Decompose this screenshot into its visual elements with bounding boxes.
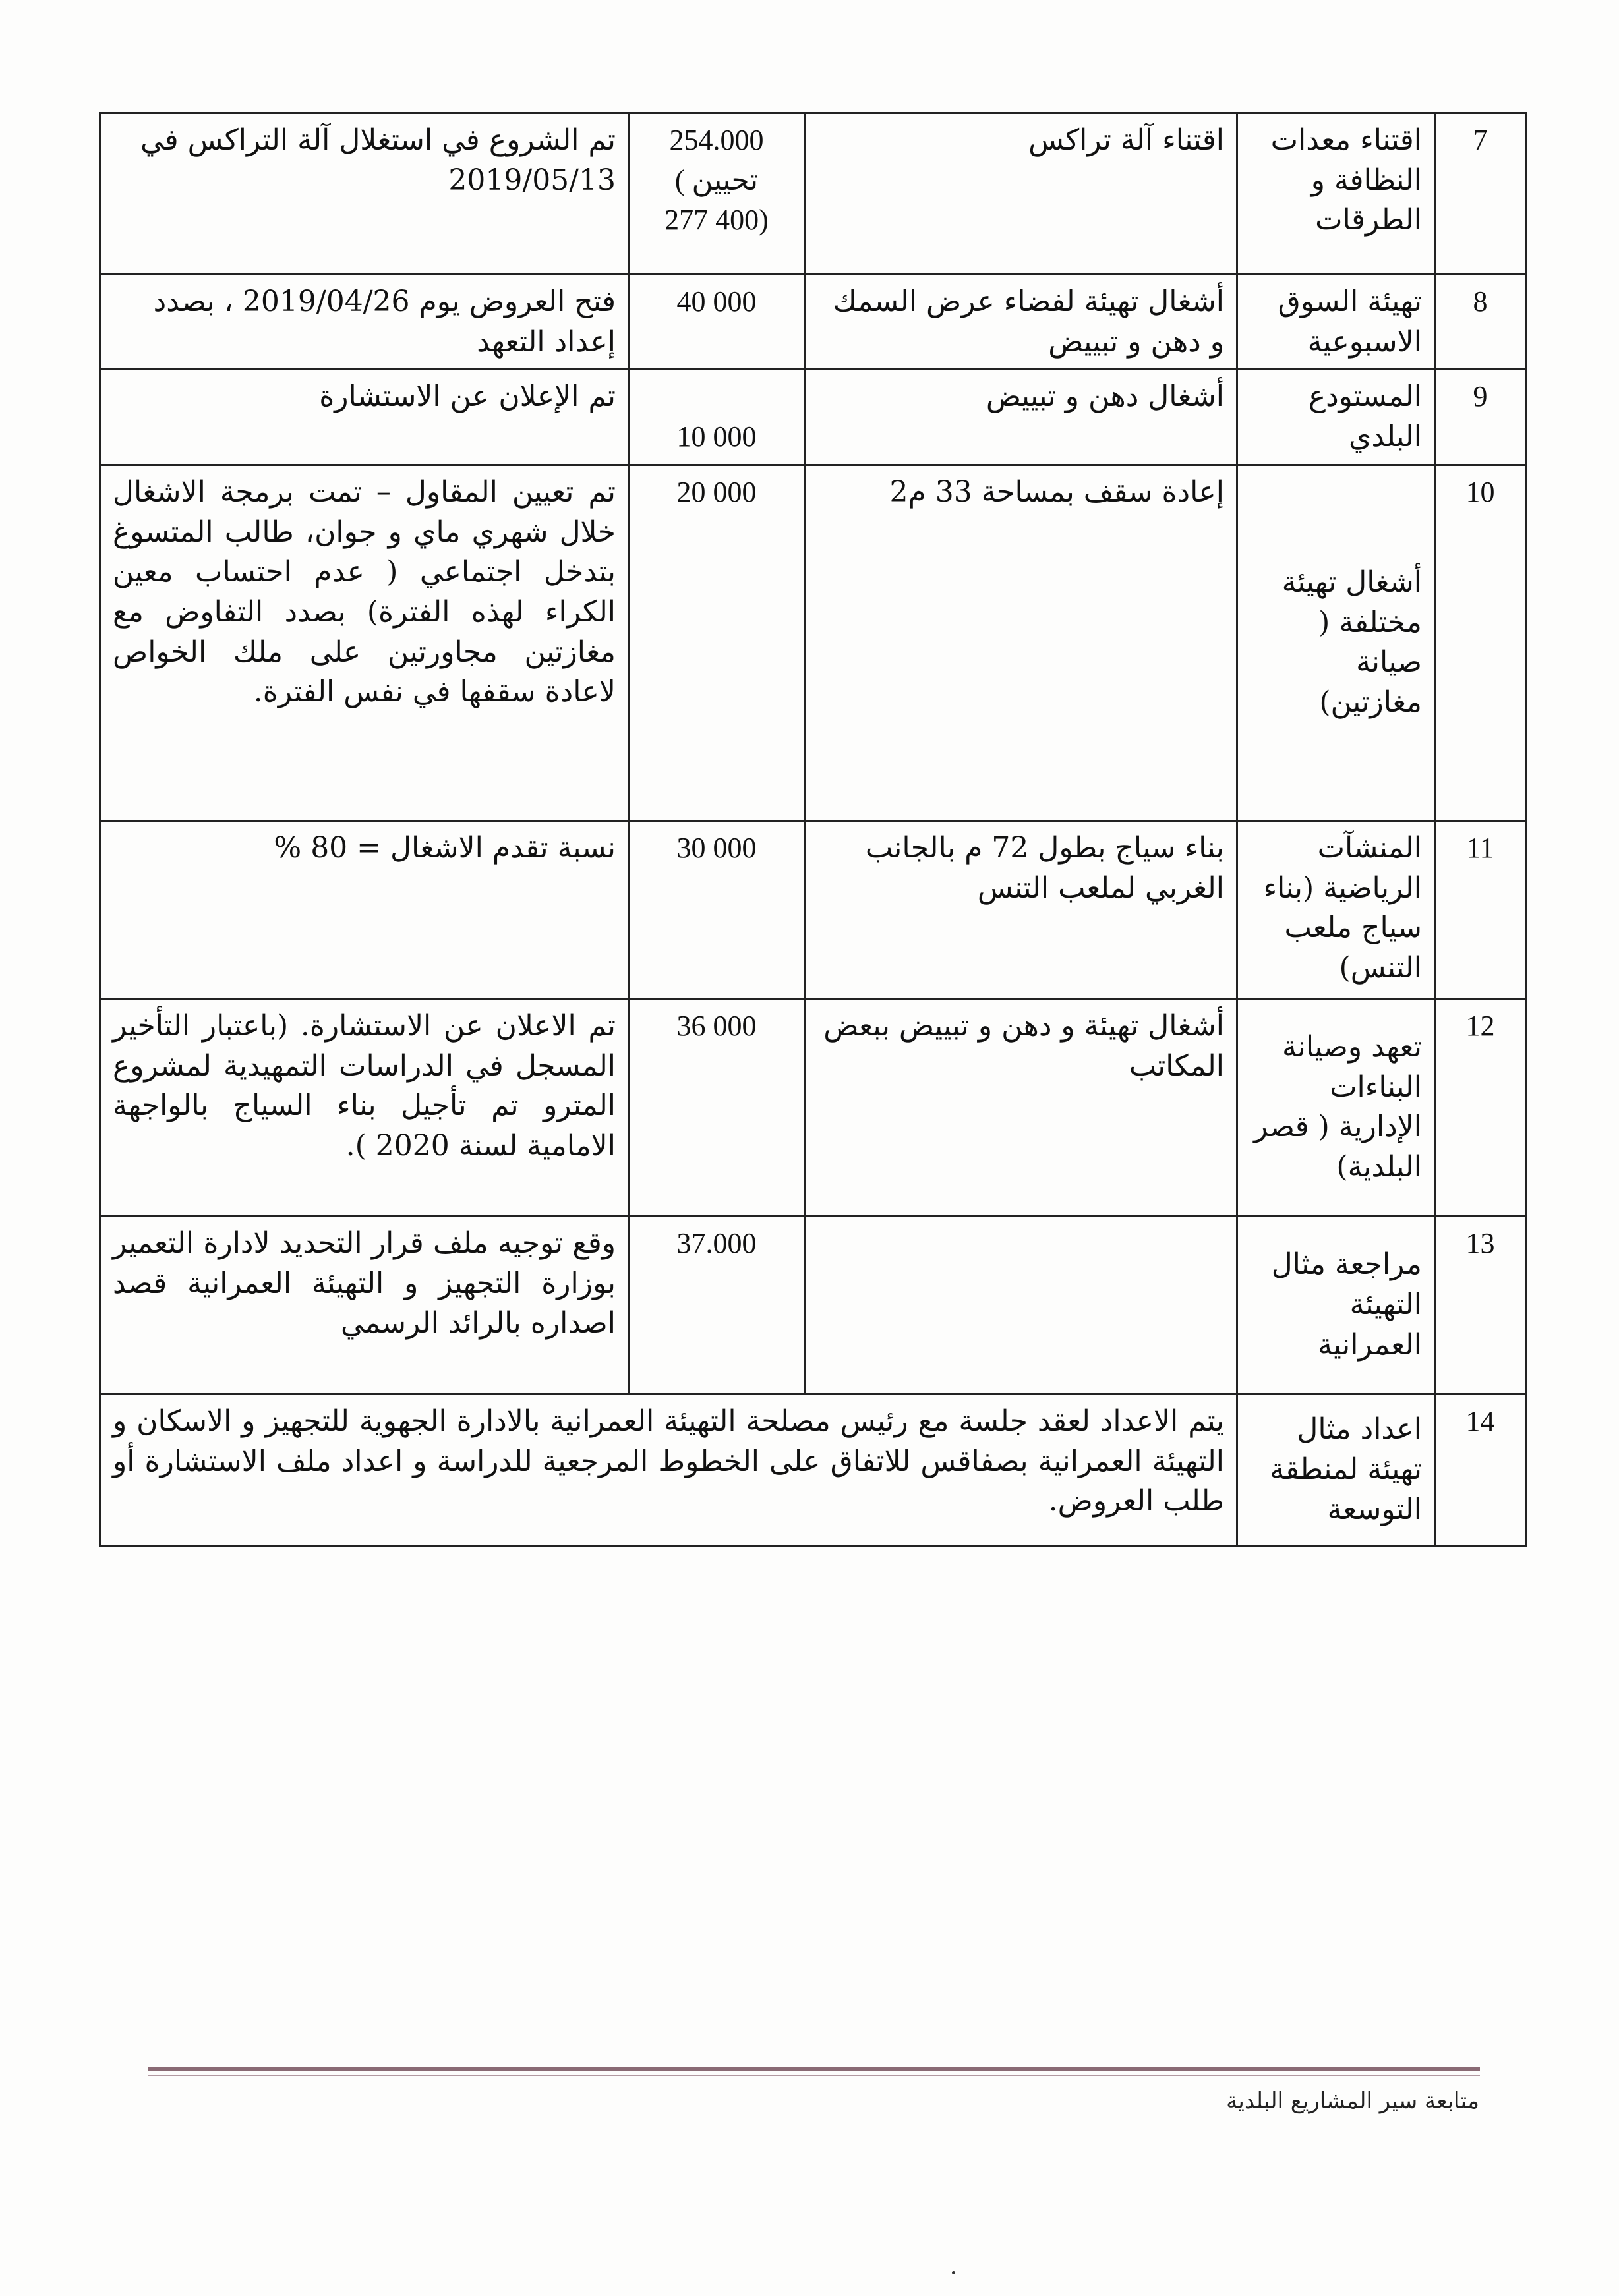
row-number: 13 [1435, 1216, 1526, 1394]
project-amount: 254.000 ( تحيين 277 400) [629, 113, 805, 275]
footer-rule [148, 2067, 1480, 2071]
project-amount: 40 000 [629, 275, 805, 370]
project-description: بناء سياج بطول 72 م بالجانب الغربي لملعب التنس [805, 820, 1237, 998]
project-name: تعهد وصيانة البناءات الإدارية ( قصر البلدية) [1237, 998, 1435, 1216]
table-row [100, 998, 1526, 1216]
page-dot [952, 2271, 955, 2274]
table-row [100, 113, 1526, 275]
project-name: أشغال تهيئة مختلفة ( صيانة مغازتين) [1237, 465, 1435, 820]
table-row [100, 465, 1526, 820]
project-status: نسبة تقدم الاشغال = 80 % [100, 820, 629, 998]
row-number: 9 [1435, 370, 1526, 465]
table-row [100, 275, 1526, 370]
project-amount: 20 000 [629, 465, 805, 820]
footer-title: متابعة سير المشاريع البلدية [1226, 2088, 1479, 2114]
project-status: فتح العروض يوم 2019/04/26 ، بصدد إعداد التعهد [100, 275, 629, 370]
project-name: المستودع البلدي [1237, 370, 1435, 465]
project-description: أشغال تهيئة لفضاء عرض السمك و دهن و تبييض [805, 275, 1237, 370]
row-number: 14 [1435, 1394, 1526, 1545]
table-row [100, 1216, 1526, 1394]
project-name: اقتناء معدات النظافة و الطرقات [1237, 113, 1435, 275]
project-status: تم الشروع في استغلال آلة التراكس في 2019/05/13 [100, 113, 629, 275]
project-name: المنشآت الرياضية (بناء سياج ملعب التنس) [1237, 820, 1435, 998]
project-status: تم تعيين المقاول – تمت برمجة الاشغال خلال شهري ماي و جوان، طالب المتسوغ بتدخل اجتماعي ( عدم احتساب معين الكراء لهذه الفترة) بصدد التفاوض مع مغازتين مجاورتين على ملك الخواص لاعادة سقفها في نفس الفترة. [100, 465, 629, 820]
project-description [805, 1216, 1237, 1394]
project-amount: 36 000 [629, 998, 805, 1216]
table-row [100, 1394, 1526, 1545]
project-status: تم الإعلان عن الاستشارة [100, 370, 629, 465]
project-name: تهيئة السوق الاسبوعية [1237, 275, 1435, 370]
project-description: أشغال تهيئة و دهن و تبييض ببعض المكاتب [805, 998, 1237, 1216]
project-description: اقتناء آلة تراكس [805, 113, 1237, 275]
project-name: مراجعة مثال التهيئة العمرانية [1237, 1216, 1435, 1394]
row-number: 12 [1435, 998, 1526, 1216]
project-description: إعادة سقف بمساحة 33 م2 [805, 465, 1237, 820]
project-description: أشغال دهن و تبييض [805, 370, 1237, 465]
project-name: اعداد مثال تهيئة لمنطقة التوسعة [1237, 1394, 1435, 1545]
row-number: 8 [1435, 275, 1526, 370]
row-number: 7 [1435, 113, 1526, 275]
row-number: 11 [1435, 820, 1526, 998]
table-row [100, 820, 1526, 998]
project-status: وقع توجيه ملف قرار التحديد لادارة التعمير بوزارة التجهيز و التهيئة العمرانية قصد اصداره بالرائد الرسمي [100, 1216, 629, 1394]
footer-rule-thin [148, 2075, 1480, 2076]
projects-table [99, 112, 1527, 1547]
project-status: تم الاعلان عن الاستشارة. (باعتبار التأخير المسجل في الدراسات التمهيدية لمشروع المترو تم تأجيل بناء السياج بالواجهة الامامية لسنة 2020 ). [100, 998, 629, 1216]
project-amount: 30 000 [629, 820, 805, 998]
project-merged-note: يتم الاعداد لعقد جلسة مع رئيس مصلحة التهيئة العمرانية بالادارة الجهوية للتجهيز و الاسكان و التهيئة العمرانية بصفاقس للاتفاق على الخطوط المرجعية للدراسة و اعداد ملف الاستشارة أو طلب العروض. [100, 1394, 1237, 1545]
project-amount: 37.000 [629, 1216, 805, 1394]
row-number: 10 [1435, 465, 1526, 820]
project-amount: 10 000 [629, 370, 805, 465]
table-row [100, 370, 1526, 465]
